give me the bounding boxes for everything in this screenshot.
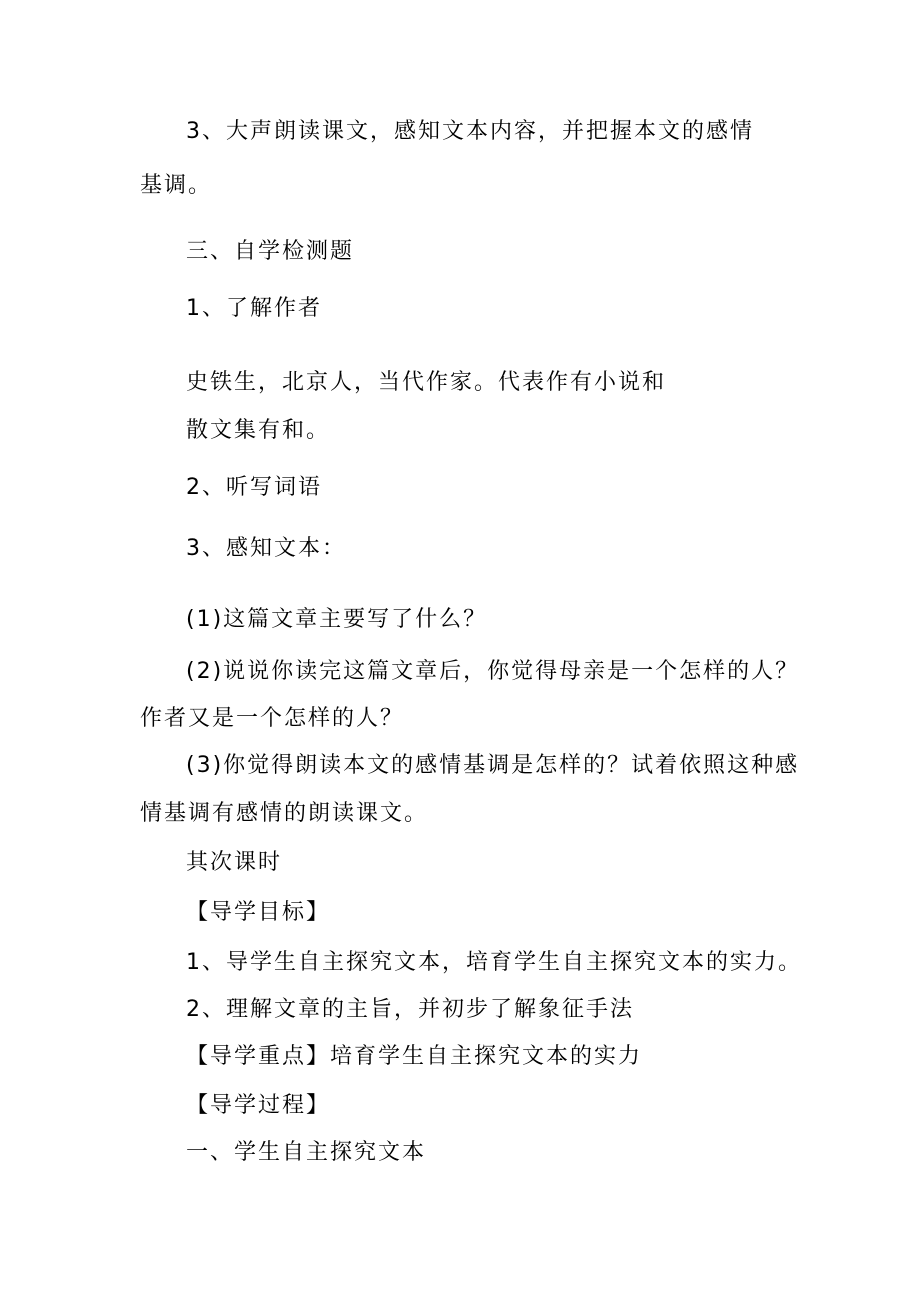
question-2-cont: 作者又是一个怎样的人？ (140, 706, 405, 731)
item-dictation: 2、听写词语 (186, 475, 322, 500)
question-3-cont: 情基调有感情的朗读课文。 (140, 801, 429, 826)
instruction-read-aloud-cont: 基调。 (140, 173, 213, 198)
heading-learning-goals: 【导学目标】 (186, 900, 331, 925)
process-step-1: 一、学生自主探究文本 (186, 1140, 427, 1165)
question-1: (1)这篇文章主要写了什么？ (186, 607, 488, 632)
heading-learning-process: 【导学过程】 (186, 1093, 331, 1118)
item-perceive-text: 3、感知文本： (186, 536, 346, 561)
goal-1: 1、导学生自主探究文本，培育学生自主探究文本的实力。 (186, 950, 802, 975)
question-2: (2)说说你读完这篇文章后，你觉得母亲是一个怎样的人？ (186, 659, 800, 684)
learning-focus: 【导学重点】培育学生自主探究文本的实力 (186, 1044, 643, 1069)
second-lesson-heading: 其次课时 (186, 850, 283, 875)
item-about-author: 1、了解作者 (186, 296, 322, 321)
question-3: (3)你觉得朗读本文的感情基调是怎样的？试着依照这种感 (186, 753, 800, 778)
author-description: 史铁生，北京人，当代作家。代表作有小说和 (186, 370, 667, 395)
goal-2: 2、理解文章的主旨，并初步了解象征手法 (186, 997, 634, 1022)
section-heading-self-test: 三、自学检测题 (186, 239, 355, 264)
instruction-read-aloud: 3、大声朗读课文，感知文本内容，并把握本文的感情 (186, 119, 754, 144)
author-description-cont: 散文集有和。 (186, 418, 331, 443)
